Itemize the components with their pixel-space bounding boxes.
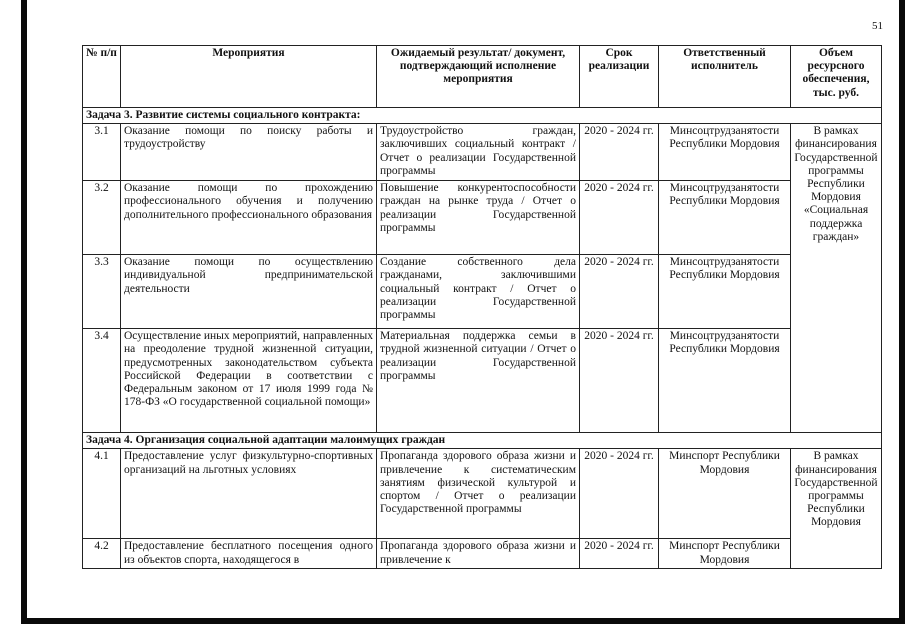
table-header-row	[83, 46, 882, 108]
row-responsible: Минспорт Республики Мордовия	[659, 449, 791, 539]
row-num: 4.1	[83, 449, 121, 539]
table-row	[83, 124, 882, 181]
row-term: 2020 - 2024 гг.	[580, 255, 659, 329]
row-event: Осуществление иных мероприятий, направленных на преодоление трудной жизненной ситуации, предусмотренных законодательством субъекта Российской Федерации в соответствии с Федеральным законом от 17 июля 1999 года № 178-ФЗ «О государственной социальной помощи»	[121, 329, 377, 433]
row-event: Оказание помощи по осуществлению индивидуальной предпринимательской деятельности	[121, 255, 377, 329]
header-term: Срок реализации	[580, 46, 659, 108]
row-result: Повышение конкурентоспособности граждан на рынке труда / Отчет о реализации Государственной программы	[377, 181, 580, 255]
row-term: 2020 - 2024 гг.	[580, 539, 659, 568]
row-event: Предоставление услуг физкультурно-спортивных организаций на льготных условиях	[121, 449, 377, 539]
scan-border-left	[21, 0, 27, 624]
row-funding: В рамках финансирования Государственной программы Республики Мордовия	[791, 449, 882, 568]
row-event: Предоставление бесплатного посещения одного из объектов спорта, находящегося в	[121, 539, 377, 568]
scan-border-right	[899, 0, 905, 624]
row-responsible: Минсоцтрудзанятости Республики Мордовия	[659, 255, 791, 329]
row-funding: В рамках финансирования Государственной программы Республики Мордовия «Социальная поддержка граждан»	[791, 124, 882, 433]
row-result: Пропаганда здорового образа жизни и привлечение к	[377, 539, 580, 568]
header-event: Мероприятия	[121, 46, 377, 108]
row-result: Материальная поддержка семьи в трудной жизненной ситуации / Отчет о реализации Государственной программы	[377, 329, 580, 433]
row-num: 3.2	[83, 181, 121, 255]
row-term: 2020 - 2024 гг.	[580, 124, 659, 181]
row-num: 3.1	[83, 124, 121, 181]
page-number: 51	[872, 20, 883, 32]
task-row	[83, 108, 882, 124]
table-row	[83, 181, 882, 255]
header-responsible: Ответственный исполнитель	[659, 46, 791, 108]
row-event: Оказание помощи по поиску работы и трудоустройству	[121, 124, 377, 181]
row-responsible: Минсоцтрудзанятости Республики Мордовия	[659, 181, 791, 255]
row-num: 3.3	[83, 255, 121, 329]
program-table	[82, 45, 882, 569]
row-term: 2020 - 2024 гг.	[580, 329, 659, 433]
task-title: Задача 3. Развитие системы социального контракта:	[83, 108, 882, 124]
row-result: Создание собственного дела гражданами, заключившими социальный контракт / Отчет о реализации Государственной программы	[377, 255, 580, 329]
table-row	[83, 329, 882, 433]
row-responsible: Минсоцтрудзанятости Республики Мордовия	[659, 124, 791, 181]
row-term: 2020 - 2024 гг.	[580, 181, 659, 255]
row-responsible: Минспорт Республики Мордовия	[659, 539, 791, 568]
header-result: Ожидаемый результат/ документ, подтверждающий исполнение мероприятия	[377, 46, 580, 108]
row-event: Оказание помощи по прохождению профессионального обучения и получению дополнительного профессионального образования	[121, 181, 377, 255]
scan-border-bottom	[21, 618, 905, 624]
table-row	[83, 255, 882, 329]
table-row	[83, 449, 882, 539]
task-row	[83, 433, 882, 449]
header-funding: Объем ресурсного обеспечения, тыс. руб.	[791, 46, 882, 108]
row-result: Пропаганда здорового образа жизни и привлечение к систематическим занятиям физической культурой и спортом / Отчет о реализации Государственной программы	[377, 449, 580, 539]
row-term: 2020 - 2024 гг.	[580, 449, 659, 539]
table-row	[83, 539, 882, 568]
task-title: Задача 4. Организация социальной адаптации малоимущих граждан	[83, 433, 882, 449]
header-num: № п/п	[83, 46, 121, 108]
row-responsible: Минсоцтрудзанятости Республики Мордовия	[659, 329, 791, 433]
row-num: 3.4	[83, 329, 121, 433]
row-result: Трудоустройство граждан, заключивших социальный контракт / Отчет о реализации Государственной программы	[377, 124, 580, 181]
row-num: 4.2	[83, 539, 121, 568]
